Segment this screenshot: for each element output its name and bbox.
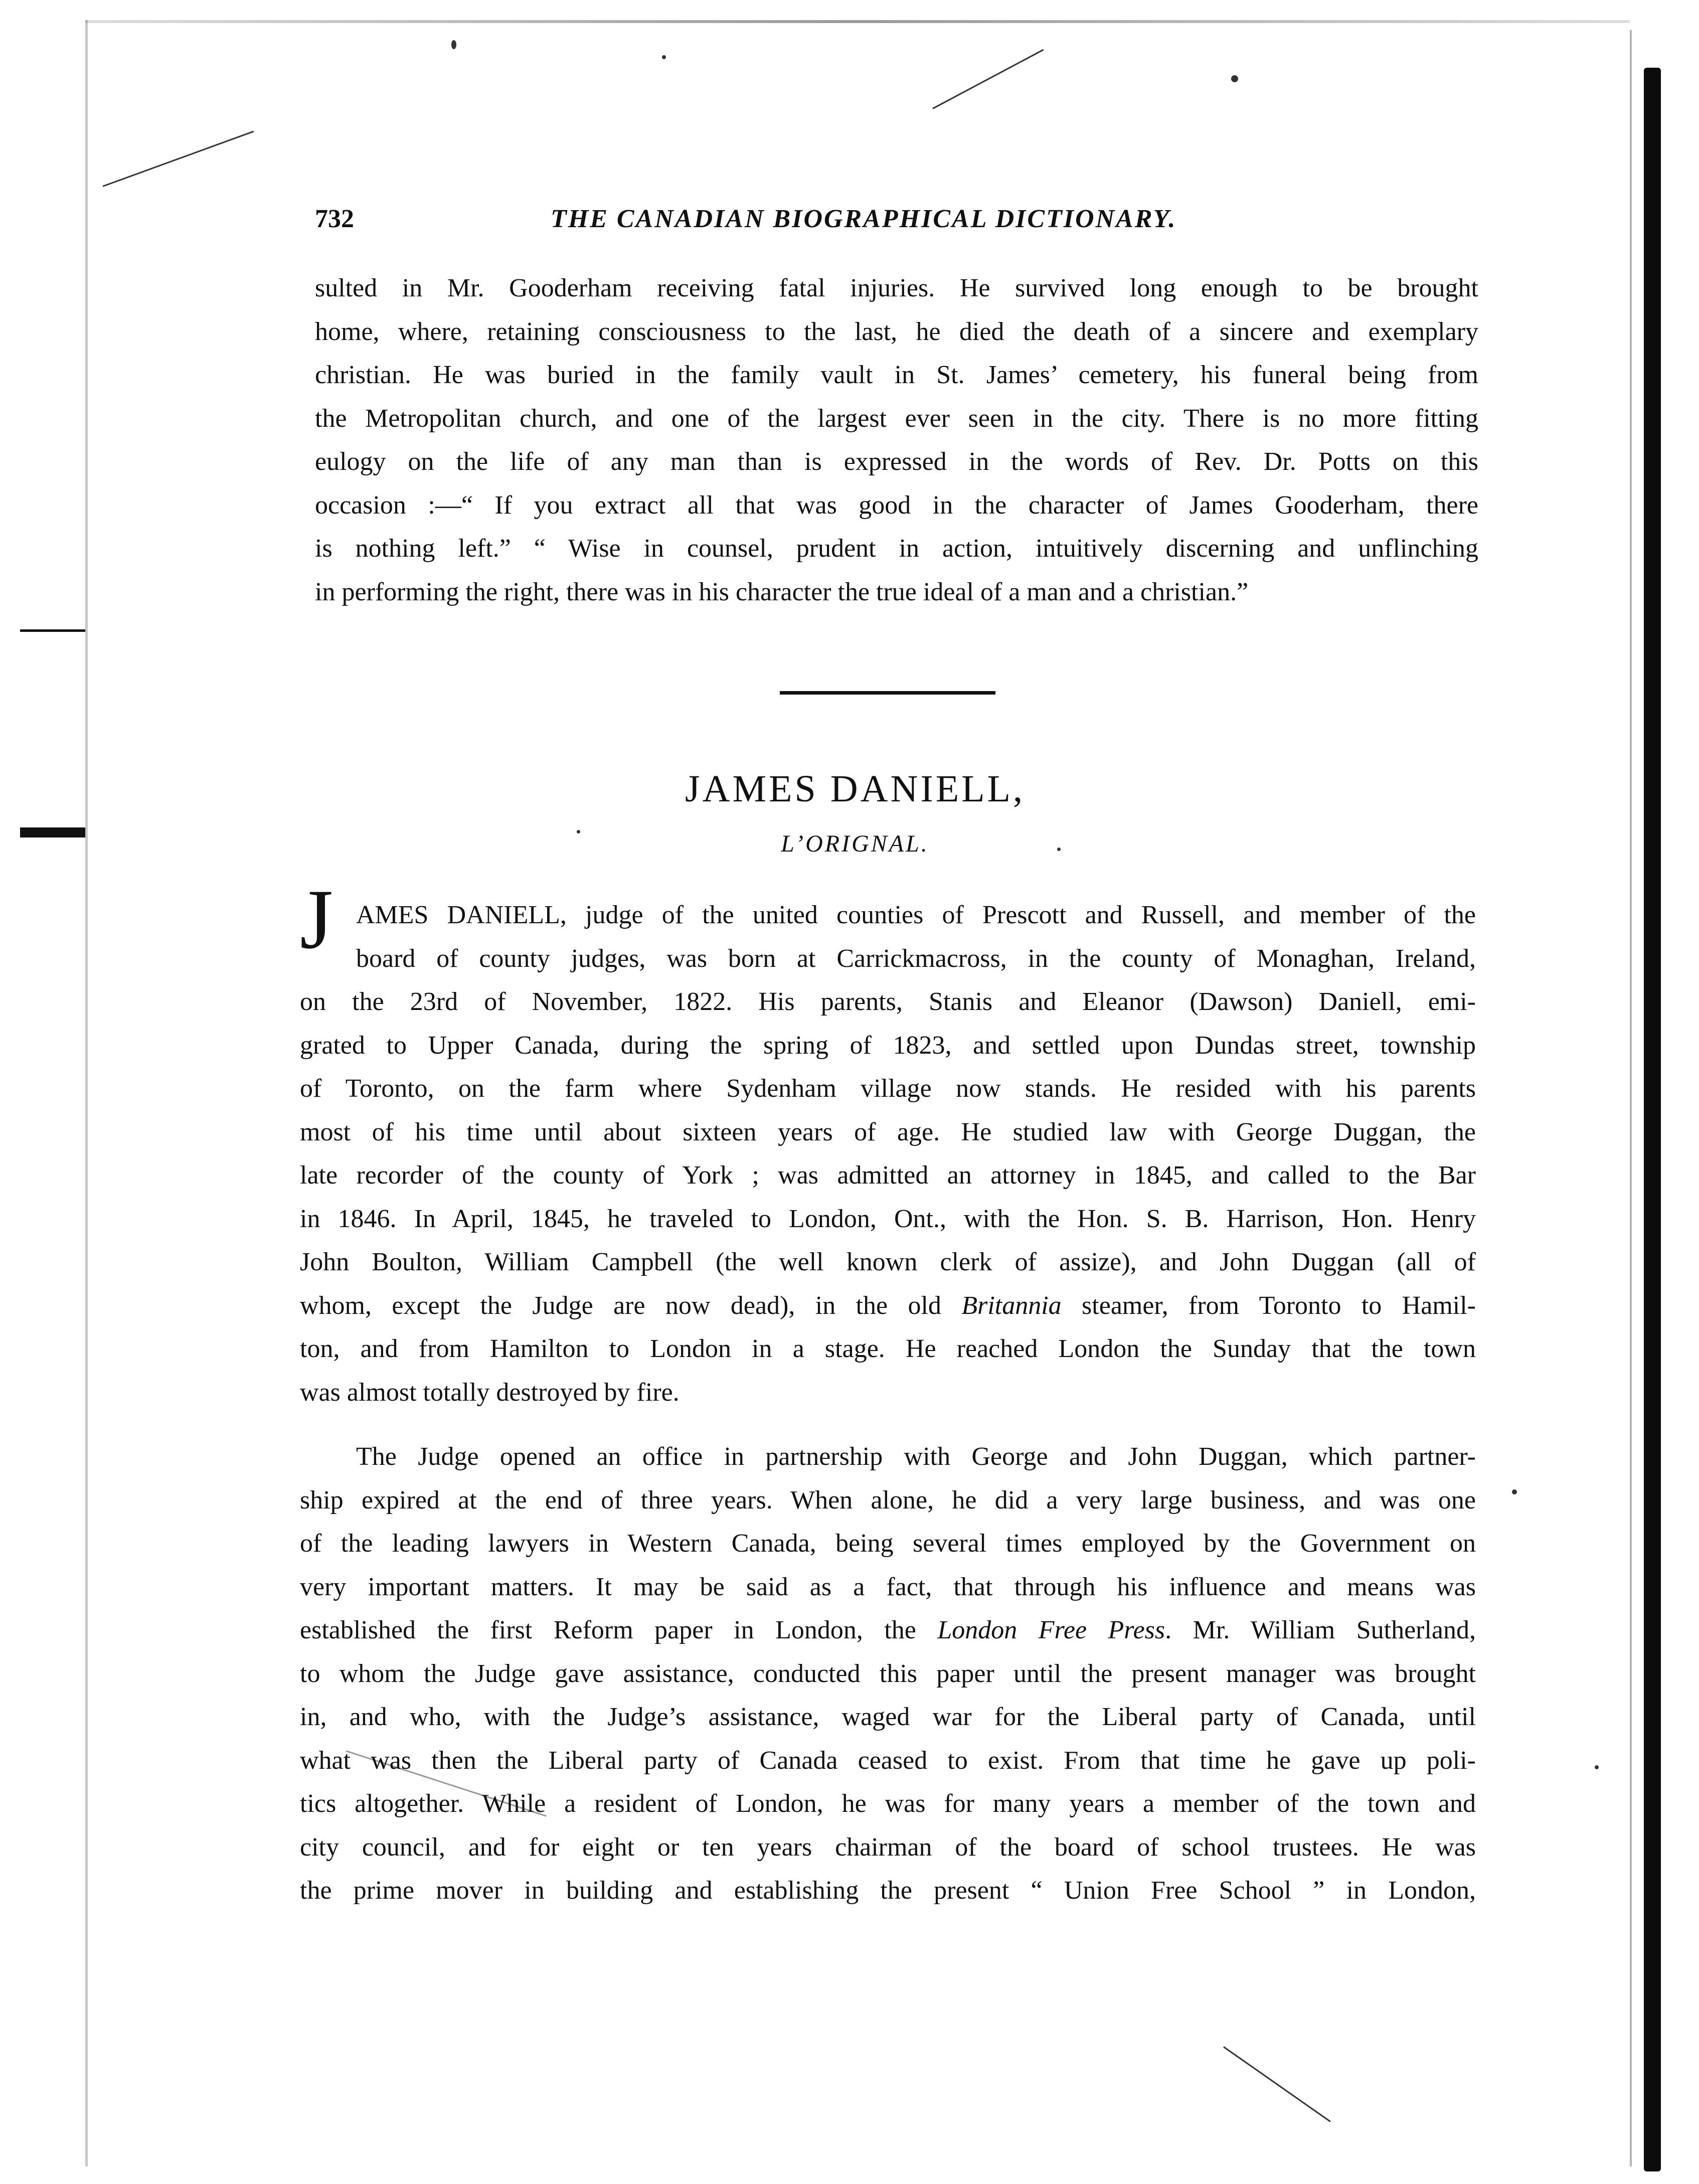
italic-title: Britannia [961, 1291, 1062, 1320]
drop-cap: J [300, 872, 333, 966]
text-line: in 1846. In April, 1845, he traveled to London, Ont., with the Hon. S. B. Harrison, Hon. Henry [300, 1204, 1476, 1233]
entry-place: L’ORIGNAL. [781, 830, 929, 857]
text-line: tics altogether. While a resident of London, he was for many years a member of the town and [300, 1789, 1476, 1818]
text-line: John Boulton, William Campbell (the well known clerk of assize), and John Duggan (all of [300, 1248, 1476, 1276]
text-line: occasion :—“ If you extract all that was good in the character of James Gooderham, there [315, 490, 1478, 520]
text-line: in, and who, with the Judge’s assistance, waged war for the Liberal party of Canada, until [300, 1703, 1476, 1731]
binding-shadow [1644, 68, 1661, 2171]
text-line: city council, and for eight or ten years chairman of the board of school trustees. He was [300, 1832, 1476, 1862]
margin-mark [20, 629, 85, 632]
text-line: AMES DANIELL, judge of the united counties of Prescott and Russell, and member of the [356, 901, 1476, 929]
scan-speck [451, 40, 456, 49]
scan-scratch [1223, 2046, 1331, 2122]
text-line: whom, except the Judge are now dead), in the old Britannia steamer, from Toronto to Hamil- [300, 1291, 1476, 1320]
italic-title: London Free Press [937, 1616, 1165, 1644]
entry-paragraph-1 [300, 894, 1476, 1414]
text-line: christian. He was buried in the family vault in St. James’ cemetery, his funeral being from [315, 361, 1478, 389]
text-line: The Judge opened an office in partnership with George and John Duggan, which partner- [356, 1442, 1476, 1471]
text-line: eulogy on the life of any man than is expressed in the words of Rev. Dr. Potts on this [315, 447, 1478, 476]
page-left-edge [85, 20, 88, 2166]
text-line: the Metropolitan church, and one of the largest ever seen in the city. There is no more fitting [315, 404, 1478, 433]
text-line: grated to Upper Canada, during the spring of 1823, and settled upon Dundas street, township [300, 1031, 1476, 1060]
text-line: very important matters. It may be said as a fact, that through his influence and means was [300, 1572, 1476, 1601]
margin-mark [20, 827, 85, 837]
previous-entry-paragraph [315, 267, 1478, 614]
scan-speck [1512, 1489, 1517, 1494]
text-line: of Toronto, on the farm where Sydenham village now stands. He resided with his parents [300, 1074, 1476, 1103]
scan-speck [1595, 1765, 1599, 1769]
scan-speck [662, 55, 666, 59]
text-line: sulted in Mr. Gooderham receiving fatal injuries. He survived long enough to be brought [315, 274, 1478, 302]
page-number: 732 [315, 205, 354, 233]
entry-title: JAMES DANIELL, [685, 768, 1025, 810]
text-line: established the first Reform paper in London, the London Free Press. Mr. William Sutherland, [300, 1616, 1476, 1644]
text-line: the prime mover in building and establishing the present “ Union Free School ” in London, [300, 1876, 1476, 1905]
page-top-edge [85, 20, 1630, 23]
scan-scratch [932, 49, 1044, 109]
running-head [315, 204, 1393, 239]
text-line: was almost totally destroyed by fire. [300, 1378, 679, 1407]
text-line: what was then the Liberal party of Canada ceased to exist. From that time he gave up poli- [300, 1746, 1476, 1775]
text-line: to whom the Judge gave assistance, conducted this paper until the present manager was brought [300, 1659, 1476, 1688]
text-line: of the leading lawyers in Western Canada, being several times employed by the Government on [300, 1529, 1476, 1558]
text-line: in performing the right, there was in his character the true ideal of a man and a christian.” [315, 577, 1249, 606]
text-line: ton, and from Hamilton to London in a stage. He reached London the Sunday that the town [300, 1334, 1476, 1363]
page-right-edge [1630, 30, 1632, 2166]
text-line: home, where, retaining consciousness to the last, he died the death of a sincere and exemplary [315, 317, 1478, 346]
text-line: on the 23rd of November, 1822. His parents, Stanis and Eleanor (Dawson) Daniell, emi- [300, 987, 1476, 1016]
scan-speck [1231, 75, 1238, 82]
text-line: ship expired at the end of three years. When alone, he did a very large business, and was one [300, 1485, 1476, 1515]
entry-paragraph-2 [300, 1435, 1476, 1913]
text-line: is nothing left.” “ Wise in counsel, prudent in action, intuitively discerning and unflinching [315, 534, 1478, 563]
text-line: most of his time until about sixteen years of age. He studied law with George Duggan, the [300, 1117, 1476, 1146]
scan-scratch [102, 131, 254, 187]
text-line: late recorder of the county of York ; was admitted an attorney in 1845, and called to the Bar [300, 1161, 1476, 1190]
section-divider [780, 691, 995, 695]
scan-speck [577, 830, 580, 833]
running-title: THE CANADIAN BIOGRAPHICAL DICTIONARY. [551, 205, 1177, 233]
text-line: board of county judges, was born at Carrickmacross, in the county of Monaghan, Ireland, [356, 944, 1476, 973]
